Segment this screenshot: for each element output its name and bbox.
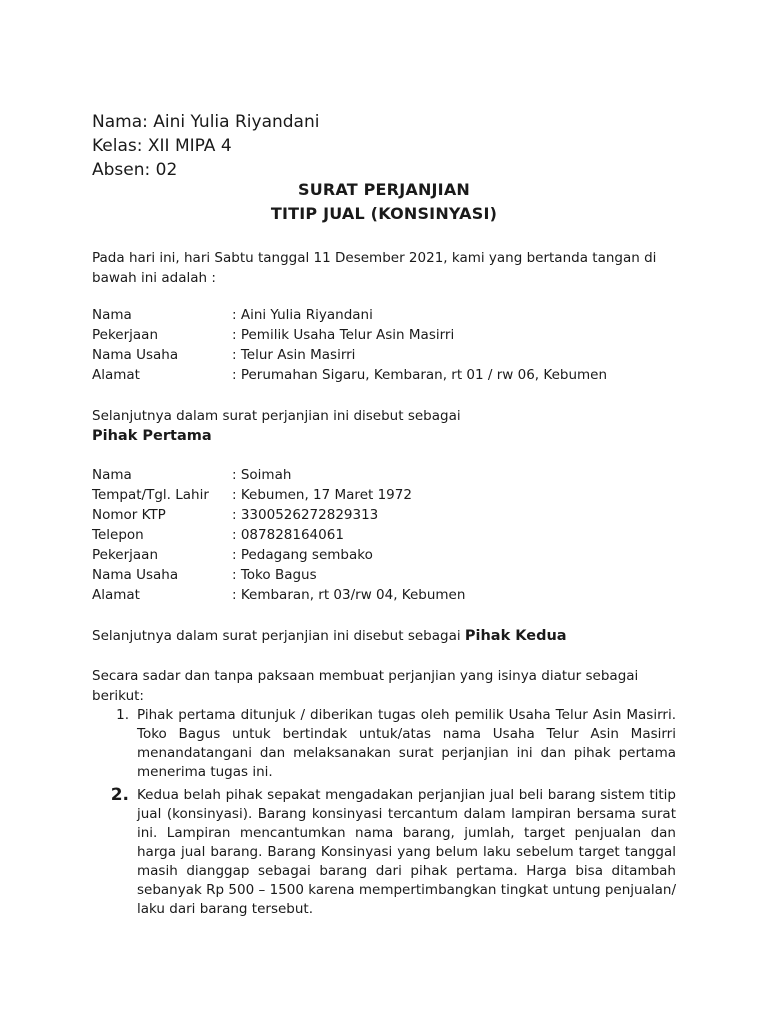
party2-closing: Selanjutnya dalam surat perjanjian ini disebut sebagai	[92, 628, 461, 644]
party1-details	[92, 305, 607, 385]
field-label: Pekerjaan	[92, 547, 159, 563]
party1-row-name	[92, 305, 607, 325]
field-label: Nama Usaha	[92, 347, 179, 363]
student-absen: Absen: 02	[92, 160, 178, 180]
clause-text: Pihak pertama ditunjuk / diberikan tugas oleh pemilik Usaha Telur Asin Masirri. Toko Bagus untuk bertindak untuk/atas nama Usaha Telur Asin Masirri menandatangani dan melaksanakan surat perjanjian ini dan pihak pertama menerima tugas ini.	[137, 707, 676, 780]
field-value: : 3300526272829313	[232, 507, 379, 523]
field-value: : 087828164061	[232, 527, 344, 543]
party1-row-address	[92, 365, 607, 385]
clause-number: 1.	[116, 707, 129, 723]
party2-designation: Pihak Kedua	[464, 628, 567, 644]
field-value: : Telur Asin Masirri	[232, 347, 356, 363]
field-label: Nama Usaha	[92, 567, 179, 583]
field-value: : Aini Yulia Riyandani	[232, 307, 373, 323]
student-info	[92, 110, 319, 182]
student-name: Nama: Aini Yulia Riyandani	[92, 112, 320, 132]
party2-details	[92, 465, 465, 605]
agreement-intro: Secara sadar dan tanpa paksaan membuat perjanjian yang isinya diatur sebagai berikut:	[92, 668, 639, 704]
party2-row-business	[92, 565, 465, 585]
clause-text: Kedua belah pihak sepakat mengadakan perjanjian jual beli barang sistem titip jual (konsinyasi). Barang konsinyasi tercantum dalam lampiran bersama surat ini. Lampiran mencantumkan nama barang, jumlah, target penjualan dan harga jual barang. Barang Konsinyasi yang belum laku sebelum target tanggal masih dianggap sebagai barang dari pihak pertama. Harga bisa ditambah sebanyak Rp 500 – 1500 karena mempertimbangkan tingkat untung penjualan/ laku dari barang tersebut.	[137, 787, 676, 917]
party2-row-job	[92, 545, 465, 565]
party1-designation: Pihak Pertama	[92, 428, 212, 444]
field-value: : Soimah	[232, 467, 292, 483]
party1-row-job	[92, 325, 607, 345]
field-label: Tempat/Tgl. Lahir	[92, 487, 209, 503]
party2-row-phone	[92, 525, 465, 545]
list-item	[92, 786, 676, 919]
party1-closing: Selanjutnya dalam surat perjanjian ini disebut sebagai	[92, 408, 461, 424]
document-title: SURAT PERJANJIAN	[297, 180, 471, 199]
field-label: Nama	[92, 467, 132, 483]
field-label: Telepon	[92, 527, 144, 543]
field-label: Pekerjaan	[92, 327, 159, 343]
field-label: Alamat	[92, 367, 140, 383]
field-value: : Kebumen, 17 Maret 1972	[232, 487, 412, 503]
party2-row-birth	[92, 485, 465, 505]
list-item	[92, 706, 676, 782]
clause-number: 2.	[110, 785, 129, 805]
field-value: : Toko Bagus	[232, 567, 317, 583]
field-value: : Pemilik Usaha Telur Asin Masirri	[232, 327, 455, 343]
party2-row-ktp	[92, 505, 465, 525]
field-value: : Pedagang sembako	[232, 547, 373, 563]
field-value: : Kembaran, rt 03/rw 04, Kebumen	[232, 587, 466, 603]
field-label: Nama	[92, 307, 132, 323]
party2-row-name	[92, 465, 465, 485]
document-subtitle: TITIP JUAL (KONSINYASI)	[270, 204, 498, 223]
field-value: : Perumahan Sigaru, Kembaran, rt 01 / rw 06, Kebumen	[232, 367, 608, 383]
field-label: Nomor KTP	[92, 507, 166, 523]
party2-closing-line	[92, 626, 682, 646]
party2-row-address	[92, 585, 465, 605]
clause-list	[92, 706, 676, 919]
intro-paragraph: Pada hari ini, hari Sabtu tanggal 11 Desember 2021, kami yang bertanda tangan di bawah ini adalah :	[92, 250, 657, 286]
field-label: Alamat	[92, 587, 140, 603]
party1-row-business	[92, 345, 607, 365]
student-class: Kelas: XII MIPA 4	[92, 136, 232, 156]
